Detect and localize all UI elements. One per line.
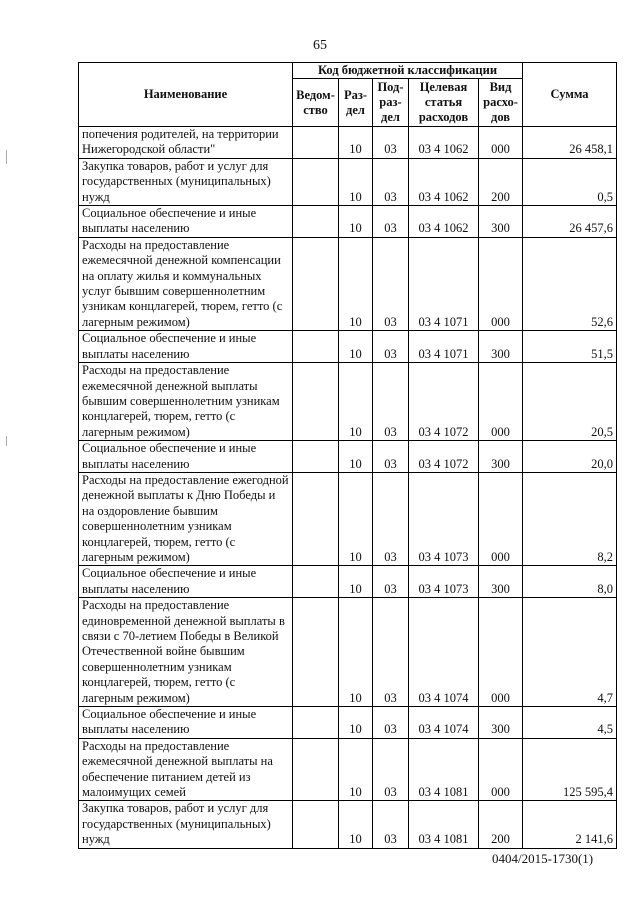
- row-celevaya-statya: 03 4 1072: [409, 441, 479, 473]
- row-vid-rashodov: 300: [479, 441, 523, 473]
- row-podrazdel: 03: [373, 237, 409, 330]
- row-vedomstvo: [293, 441, 339, 473]
- table-row: [79, 158, 617, 205]
- row-podrazdel: 03: [373, 158, 409, 205]
- row-vid-rashodov: 000: [479, 363, 523, 441]
- row-celevaya-statya: 03 4 1071: [409, 331, 479, 363]
- row-podrazdel: 03: [373, 801, 409, 848]
- row-vedomstvo: [293, 158, 339, 205]
- table-row: [79, 598, 617, 707]
- row-vedomstvo: [293, 598, 339, 707]
- budget-table: [78, 62, 617, 849]
- row-vid-rashodov: 200: [479, 801, 523, 848]
- row-razdel: 10: [339, 441, 373, 473]
- table-body: [79, 127, 617, 849]
- page-number: 65: [313, 38, 327, 53]
- row-sum: 4,7: [523, 598, 617, 707]
- row-podrazdel: 03: [373, 206, 409, 238]
- row-celevaya-statya: 03 4 1073: [409, 472, 479, 565]
- row-vid-rashodov: 000: [479, 472, 523, 565]
- row-sum: 51,5: [523, 331, 617, 363]
- row-razdel: 10: [339, 127, 373, 159]
- table-row: [79, 441, 617, 473]
- row-celevaya-statya: 03 4 1073: [409, 566, 479, 598]
- row-podrazdel: 03: [373, 738, 409, 801]
- row-podrazdel: 03: [373, 441, 409, 473]
- row-vid-rashodov: 000: [479, 127, 523, 159]
- row-vid-rashodov: 300: [479, 566, 523, 598]
- row-celevaya-statya: 03 4 1081: [409, 801, 479, 848]
- row-vedomstvo: [293, 331, 339, 363]
- header-celevaya-statya: Целевая статья расходов: [409, 79, 479, 127]
- table-row: [79, 566, 617, 598]
- table-row: [79, 738, 617, 801]
- row-razdel: 10: [339, 472, 373, 565]
- row-vedomstvo: [293, 738, 339, 801]
- row-name: Расходы на предоставление ежемесячной денежной выплаты бывшим совершеннолетним узникам концлагерей, тюрем, гетто (с лагерным режимом): [79, 363, 293, 441]
- row-podrazdel: 03: [373, 363, 409, 441]
- margin-scan-mark: [6, 436, 7, 446]
- row-celevaya-statya: 03 4 1062: [409, 158, 479, 205]
- row-celevaya-statya: 03 4 1062: [409, 206, 479, 238]
- row-sum: 26 457,6: [523, 206, 617, 238]
- row-name: Социальное обеспечение и иные выплаты населению: [79, 331, 293, 363]
- row-vid-rashodov: 000: [479, 598, 523, 707]
- row-celevaya-statya: 03 4 1071: [409, 237, 479, 330]
- row-vedomstvo: [293, 566, 339, 598]
- table-row: [79, 472, 617, 565]
- row-podrazdel: 03: [373, 331, 409, 363]
- header-name: Наименование: [79, 63, 293, 127]
- row-sum: 26 458,1: [523, 127, 617, 159]
- row-razdel: 10: [339, 738, 373, 801]
- row-podrazdel: 03: [373, 566, 409, 598]
- header-sum: Сумма: [523, 63, 617, 127]
- table-row: [79, 801, 617, 848]
- row-name: Расходы на предоставление ежегодной денежной выплаты к Дню Победы и на оздоровление бывшим совершеннолетним узникам концлагерей, тюрем, гетто (с лагерным режимом): [79, 472, 293, 565]
- row-vedomstvo: [293, 206, 339, 238]
- row-razdel: 10: [339, 237, 373, 330]
- row-razdel: 10: [339, 707, 373, 739]
- header-vedomstvo: Ведом-ство: [293, 79, 339, 127]
- row-vedomstvo: [293, 801, 339, 848]
- row-sum: 4,5: [523, 707, 617, 739]
- row-vid-rashodov: 300: [479, 206, 523, 238]
- row-name: Расходы на предоставление ежемесячной денежной компенсации на оплату жилья и коммунальных услуг бывшим совершеннолетним узникам концлагерей, тюрем, гетто (с лагерным режимом): [79, 237, 293, 330]
- row-sum: 8,2: [523, 472, 617, 565]
- row-celevaya-statya: 03 4 1081: [409, 738, 479, 801]
- table-row: [79, 707, 617, 739]
- row-name: Расходы на предоставление единовременной денежной выплаты в связи с 70-летием Победы в Великой Отечественной войне бывшим совершеннолетним узникам концлагерей, тюрем, гетто (с лагерным режимом): [79, 598, 293, 707]
- row-name: Социальное обеспечение и иные выплаты населению: [79, 441, 293, 473]
- row-razdel: 10: [339, 566, 373, 598]
- row-name: Расходы на предоставление ежемесячной денежной выплаты на обеспечение питанием детей из малоимущих семей: [79, 738, 293, 801]
- row-podrazdel: 03: [373, 472, 409, 565]
- row-vid-rashodov: 000: [479, 237, 523, 330]
- row-razdel: 10: [339, 331, 373, 363]
- margin-scan-mark: [6, 150, 7, 164]
- row-name: Закупка товаров, работ и услуг для государственных (муниципальных) нужд: [79, 158, 293, 205]
- row-sum: 125 595,4: [523, 738, 617, 801]
- row-name: Социальное обеспечение и иные выплаты населению: [79, 707, 293, 739]
- header-vid-rashodov: Вид расхо-дов: [479, 79, 523, 127]
- row-vid-rashodov: 300: [479, 331, 523, 363]
- header-podrazdel: Под-раз-дел: [373, 79, 409, 127]
- row-vedomstvo: [293, 127, 339, 159]
- row-celevaya-statya: 03 4 1074: [409, 598, 479, 707]
- row-razdel: 10: [339, 363, 373, 441]
- row-vid-rashodov: 000: [479, 738, 523, 801]
- table-row: [79, 331, 617, 363]
- row-razdel: 10: [339, 206, 373, 238]
- row-vedomstvo: [293, 472, 339, 565]
- row-vid-rashodov: 300: [479, 707, 523, 739]
- row-sum: 52,6: [523, 237, 617, 330]
- row-name: попечения родителей, на территории Нижегородской области": [79, 127, 293, 159]
- row-razdel: 10: [339, 158, 373, 205]
- table-row: [79, 206, 617, 238]
- header-razdel: Раз-дел: [339, 79, 373, 127]
- row-name: Социальное обеспечение и иные выплаты населению: [79, 206, 293, 238]
- row-vedomstvo: [293, 237, 339, 330]
- table-row: [79, 363, 617, 441]
- row-name: Социальное обеспечение и иные выплаты населению: [79, 566, 293, 598]
- row-celevaya-statya: 03 4 1062: [409, 127, 479, 159]
- row-vedomstvo: [293, 363, 339, 441]
- row-podrazdel: 03: [373, 707, 409, 739]
- row-podrazdel: 03: [373, 598, 409, 707]
- row-vid-rashodov: 200: [479, 158, 523, 205]
- row-name: Закупка товаров, работ и услуг для государственных (муниципальных) нужд: [79, 801, 293, 848]
- header-classification-group: Код бюджетной классификации: [293, 63, 523, 79]
- table-row: [79, 127, 617, 159]
- row-vedomstvo: [293, 707, 339, 739]
- row-razdel: 10: [339, 801, 373, 848]
- row-sum: 8,0: [523, 566, 617, 598]
- row-sum: 0,5: [523, 158, 617, 205]
- row-sum: 20,0: [523, 441, 617, 473]
- row-razdel: 10: [339, 598, 373, 707]
- row-celevaya-statya: 03 4 1074: [409, 707, 479, 739]
- row-sum: 20,5: [523, 363, 617, 441]
- row-podrazdel: 03: [373, 127, 409, 159]
- row-sum: 2 141,6: [523, 801, 617, 848]
- table-row: [79, 237, 617, 330]
- row-celevaya-statya: 03 4 1072: [409, 363, 479, 441]
- document-code: 0404/2015-1730(1): [492, 851, 594, 866]
